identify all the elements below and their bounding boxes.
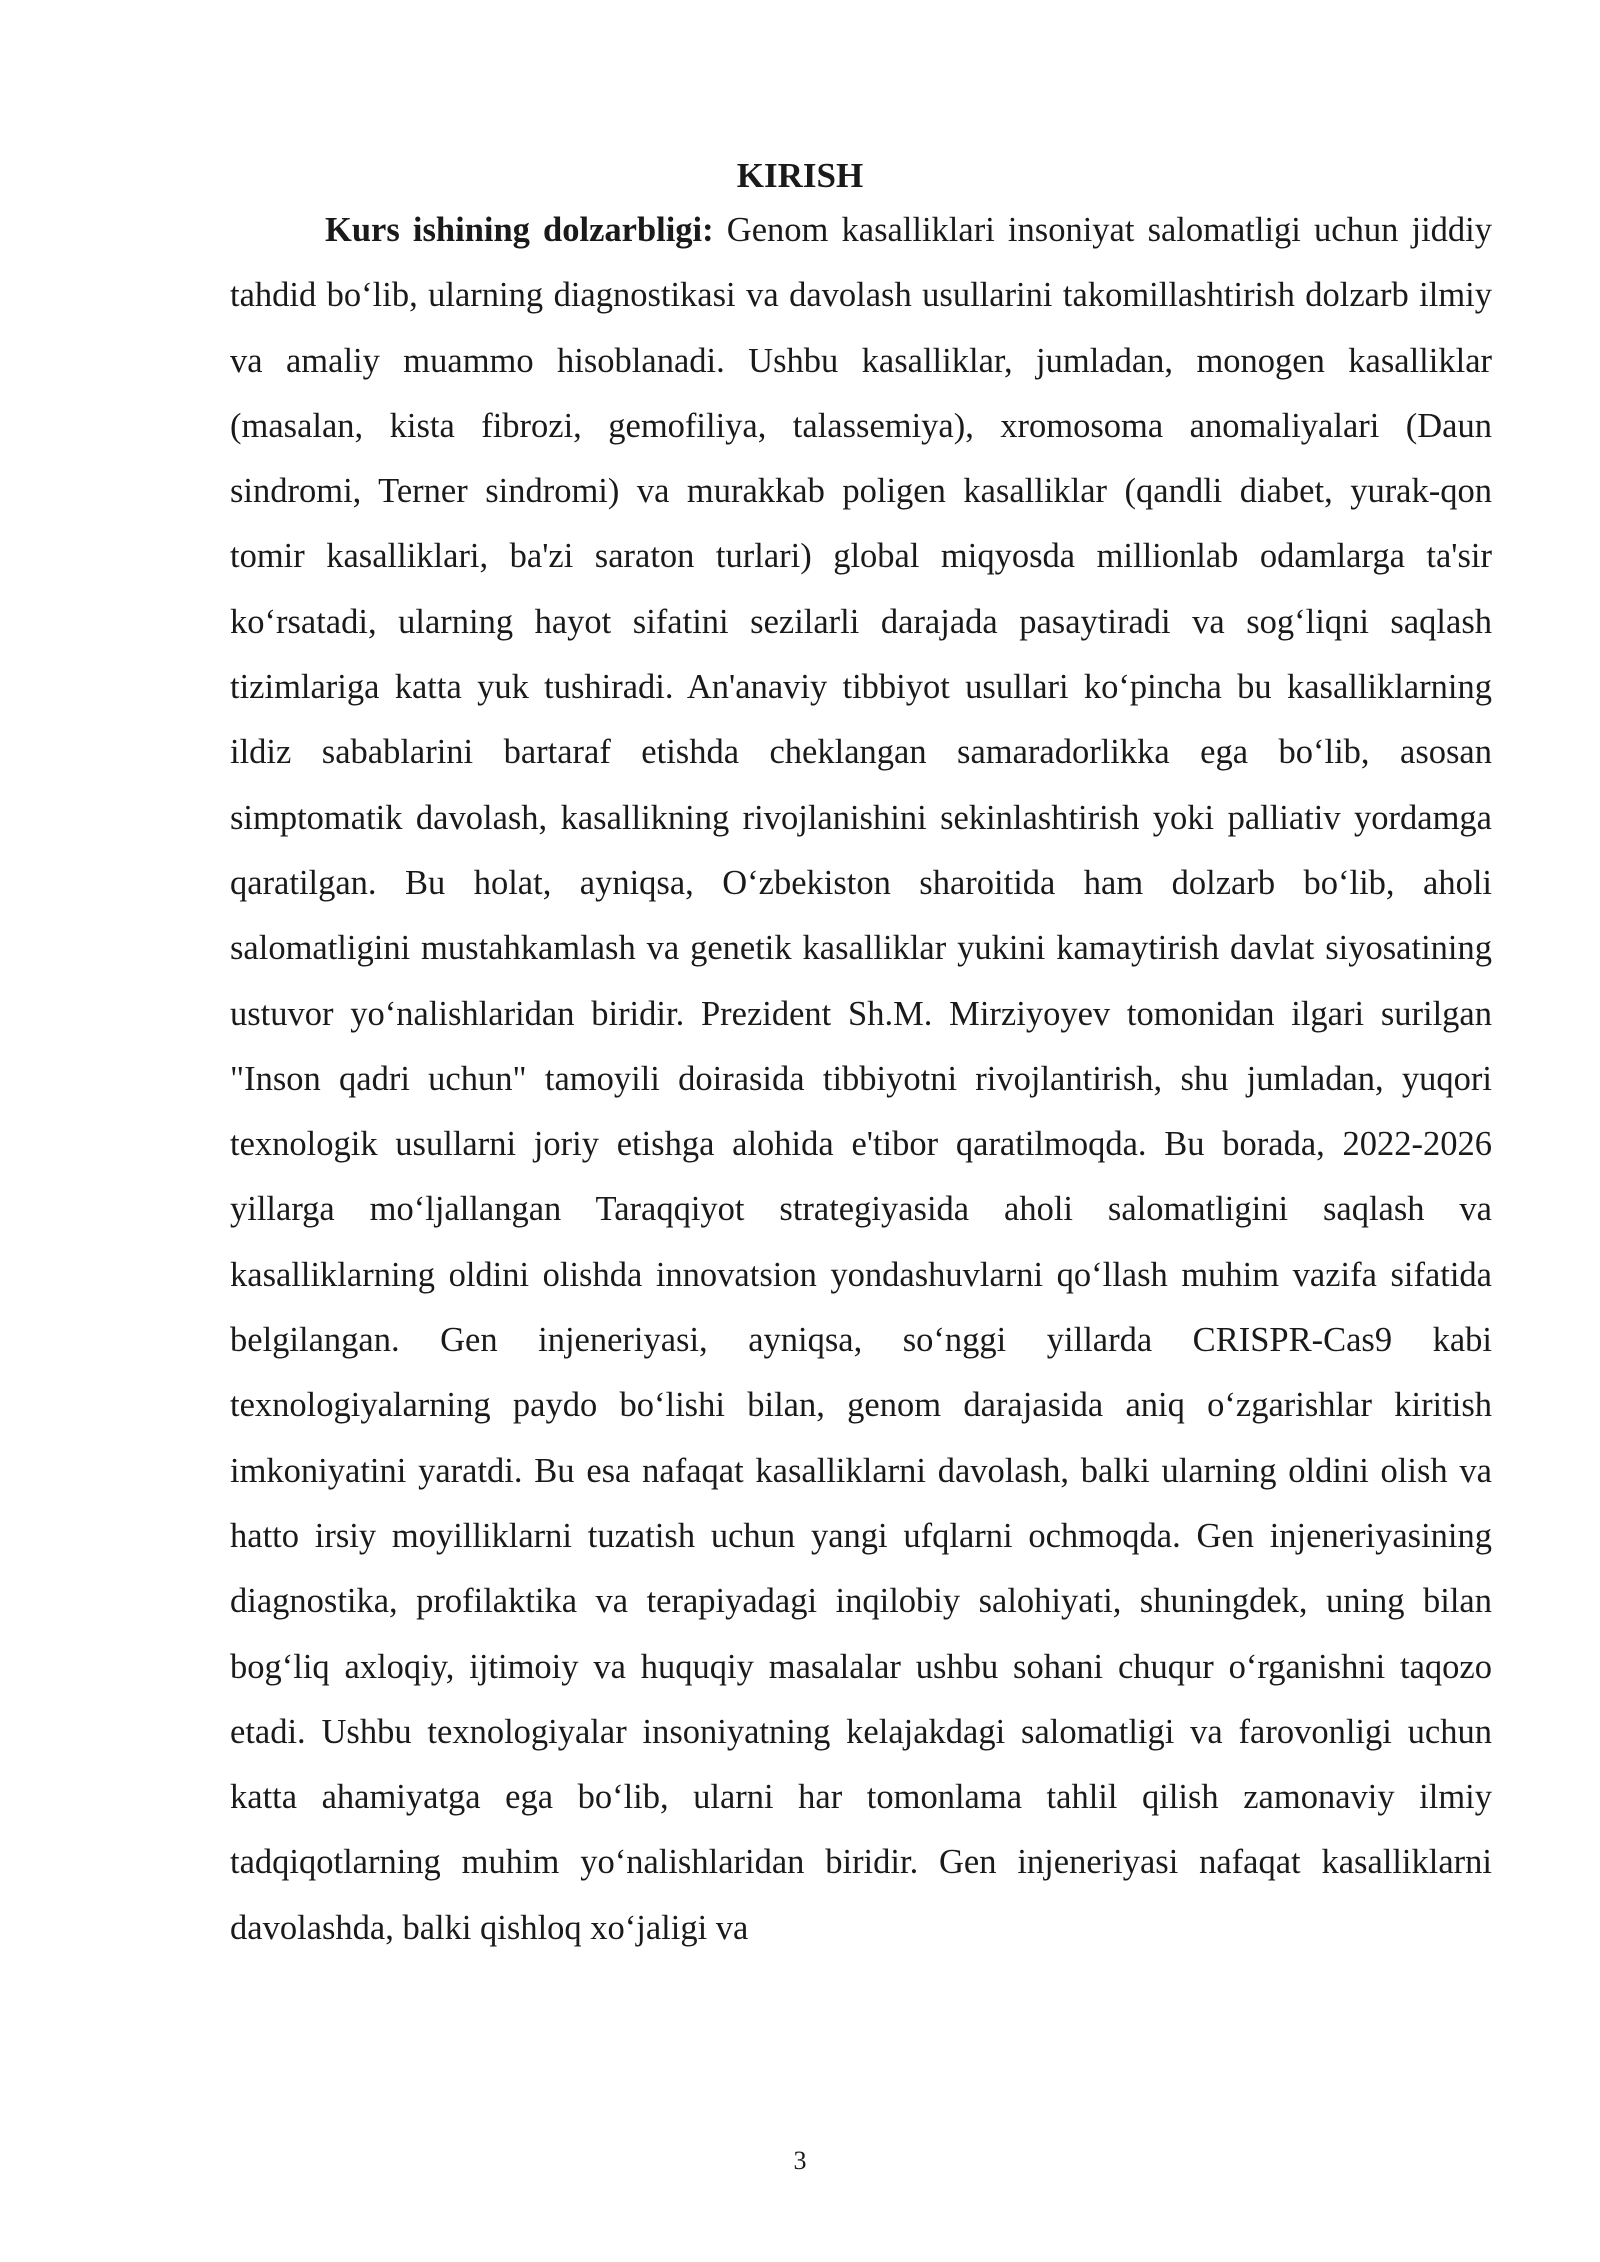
paragraph-text: Genom kasalliklari insoniyat salomatligi uchun jiddiy tahdid bo‘lib, ularning diagnostikasi va davolash usullarini takomillashtirish dolzarb ilmiy va amaliy muammo hisoblanadi. Ushbu kasalliklar, jumladan, monogen kasalliklar (masalan, kista fibrozi, gemofiliya, talassemiya), xromosoma anomaliyalari (Daun sindromi, Terner sindromi) va murakkab poligen kasalliklar (qandli diabet, yurak-qon tomir kasalliklari, ba'zi saraton turlari) global miqyosda millionlab odamlarga ta'sir ko‘rsatadi, ularning hayot sifatini sezilarli darajada pasaytiradi va sog‘liqni saqlash tizimlariga katta yuk tushiradi. An'anaviy tibbiyot usullari ko‘pincha bu kasalliklarning ildiz sabablarini bartaraf etishda cheklangan samaradorlikka ega bo‘lib, asosan simptomatik davolash, kasallikning rivojlanishini sekinlashtirish yoki palliativ yordamga qaratilgan. Bu holat, ayniqsa, O‘zbekiston sharoitida ham dolzarb bo‘lib, aholi salomatligini mustahkamlash va genetik kasalliklar yukini kamaytirish davlat siyosatining ustuvor yo‘nalishlaridan biridir. Prezident Sh.M. Mirziyoyev tomonidan ilgari surilgan "Inson qadri uchun" tamoyili doirasida tibbiyotni rivojlantirish, shu jumladan, yuqori texnologik usullarni joriy etishga alohida e'tibor qaratilmoqda. Bu borada, 2022-2026 yillarga mo‘ljallangan Taraqqiyot strategiyasida aholi salomatligini saqlash va kasalliklarning oldini olishda innovatsion yondashuvlarni qo‘llash muhim vazifa sifatida belgilangan. Gen injeneriyasi, ayniqsa, so‘nggi yillarda CRISPR-Cas9 kabi texnologiyalarning paydo bo‘lishi bilan, genom darajasida aniq o‘zgarishlar kiritish imkoniyatini yaratdi. Bu esa nafaqat kasalliklarni davolash, balki ularning oldini olish va hatto irsiy moyilliklarni tuzatish uchun yangi ufqlarni ochmoqda. Gen injeneriyasining diagnostika, profilaktika va terapiyadagi inqilobiy salohiyati, shuningdek, uning bilan bog‘liq axloqiy, ijtimoiy va huquqiy masalalar ushbu sohani chuqur o‘rganishni taqozo etadi. Ushbu texnologiyalar insoniyatning kelajakdagi salomatligi va farovonligi uchun katta ahamiyatga ega bo‘lib, ularni har tomonlama tahlil qilish zamonaviy ilmiy tadqiqotlarning muhim yo‘nalishlaridan biridir. Gen injeneriyasi nafaqat kasalliklarni davolashda, balki qishloq xo‘jaligi va <box>230 211 1492 1947</box>
section-heading: KIRISH <box>736 156 864 195</box>
body-paragraph <box>230 198 1492 1961</box>
page-number: 3 <box>793 2146 807 2175</box>
paragraph-lead: Kurs ishining dolzarbligi: <box>325 211 714 249</box>
